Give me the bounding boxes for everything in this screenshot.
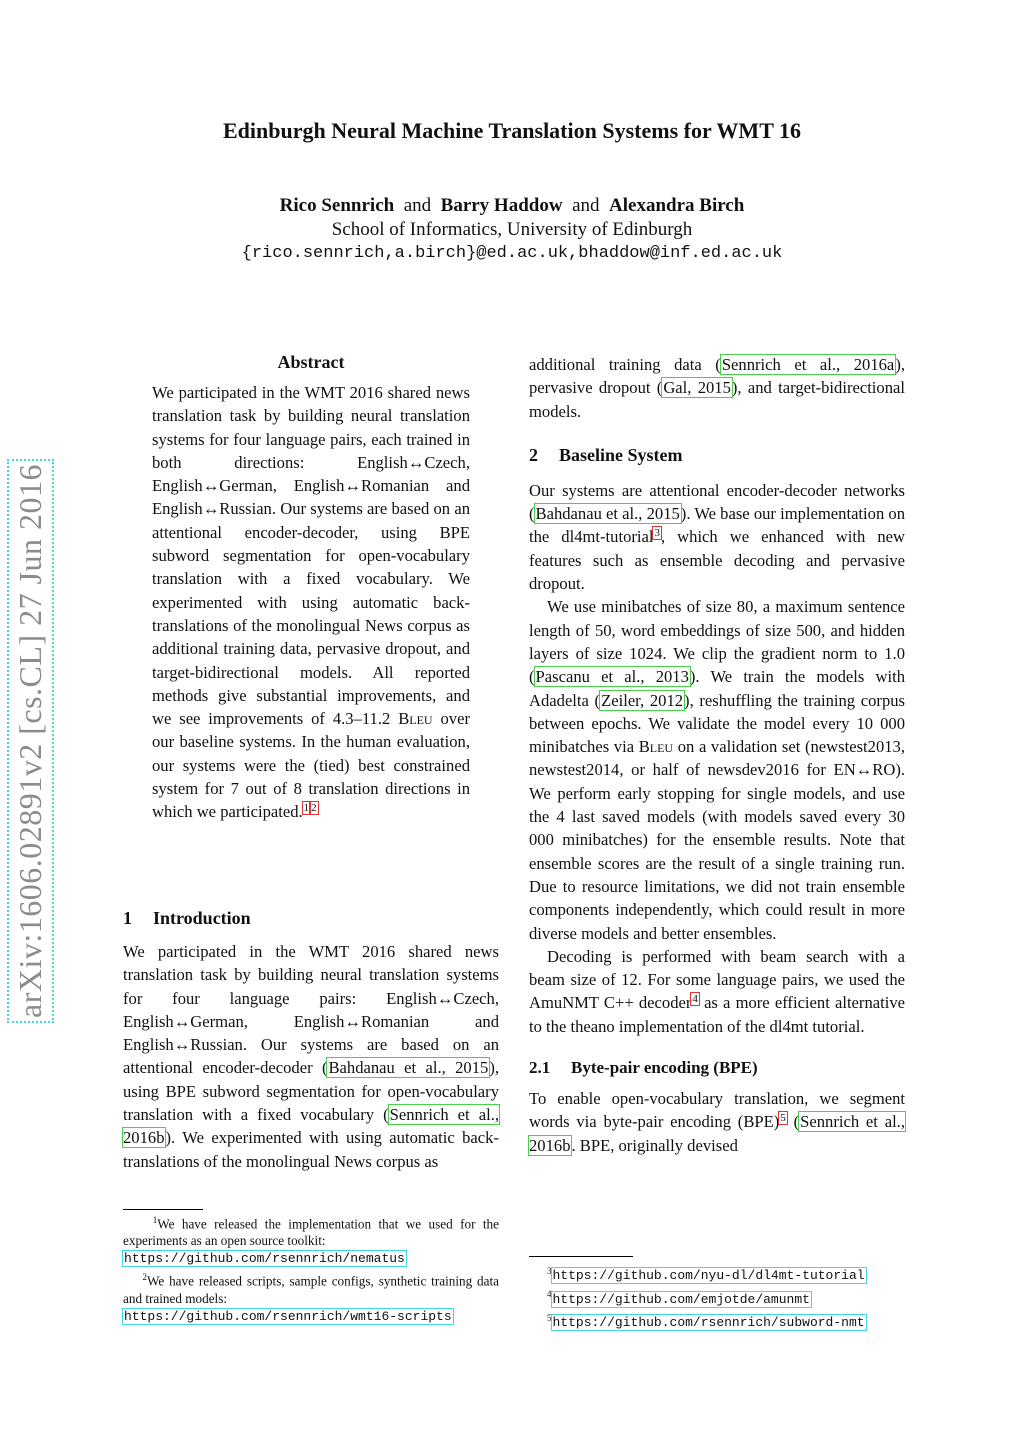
citation-link[interactable]: Bahdanau et al., 2015 (535, 504, 680, 524)
bleu-metric: Bleu (398, 709, 433, 729)
footnotes-right (547, 1262, 947, 1332)
footnote-url-link[interactable]: https://github.com/rsennrich/subword-nmt (552, 1315, 865, 1331)
subsection-number: 2.1 (529, 1058, 551, 1078)
body-text: . BPE, originally devised (571, 1135, 738, 1155)
section-number: 1 (123, 908, 132, 928)
body-text: ). We base our implementation on the dl4mt-tutorial (529, 504, 905, 547)
footnote (123, 1212, 499, 1267)
footnotes-left (123, 1212, 499, 1325)
author-name: Alexandra Birch (609, 195, 745, 216)
footnote-url-link[interactable]: https://github.com/rsennrich/nematus (124, 1251, 405, 1267)
footnote-text: We have released scripts, sample configs, synthetic training data and trained models: (123, 1273, 500, 1306)
footnote (547, 1285, 947, 1308)
body-text: ). We train the models with Adadelta ( (529, 667, 905, 710)
author-block (0, 194, 1024, 266)
intro-paragraph (123, 940, 499, 1173)
citation-link[interactable]: Zeiler, 2012 (601, 690, 684, 710)
subsection-title: Byte-pair encoding (BPE) (571, 1058, 758, 1078)
body-text: on a validation set (newstest2013, newstest2014, or half of newsdev2016 for EN↔RO). We perform early stopping for single models, and use the 4 last saved models (with models saved every 30 000 minibatches) for the ensemble results. Note that ensemble scores are the result of a single training run. Due to resource limitations, we did not train ensemble components independently, which could result in more diverse models and better ensembles. (529, 737, 905, 943)
paragraph (529, 479, 905, 595)
footnote-url-link[interactable]: https://github.com/rsennrich/wmt16-scripts (124, 1308, 452, 1324)
author-sep: and (403, 195, 432, 216)
section-introduction (123, 908, 499, 1173)
affiliation: School of Informatics, University of Edinburgh (331, 219, 693, 240)
footnote-ref[interactable]: 3 (654, 526, 660, 539)
body-text: Our systems are attentional encoder-decoder networks ( (529, 480, 905, 524)
citation-link[interactable]: Sennrich et al., 2016a (721, 355, 895, 374)
abstract-body: We participated in the WMT 2016 shared news translation task by building neural translation systems for four language pairs, each trained in both directions: English↔Czech, English↔German, English↔Romanian and English↔Russian. Our systems are based on an attentional encoder-decoder, using BPE subword segmentation for open-vocabulary translation with a fixed vocabulary. We experimented with using automatic back-translations of the monolingual News corpus as additional training data, pervasive dropout, and target-bidirectional models. All reported methods give substantial improvements, and we see improvements of 4.3–11.2 (152, 383, 470, 729)
abstract-continuation (529, 353, 905, 423)
footnote (547, 1262, 947, 1285)
section-title: Introduction (153, 908, 251, 928)
subsection-heading (529, 1058, 905, 1078)
abstract-body-end: over our baseline systems. In the human evaluation, our systems were the (tied) best constrained system for 7 out of 8 translation directions in which we participated. (152, 709, 470, 822)
bleu-metric: Bleu (638, 737, 674, 757)
author-names (0, 194, 1024, 218)
footnote-number: 2 (142, 1272, 147, 1283)
citation-link[interactable]: Bahdanau et al., 2015 (328, 1058, 489, 1078)
intro-text: ), using BPE subword segmentation for open-vocabulary translation with a fixed vocabulary ( (123, 1058, 500, 1125)
footnote-number: 3 (547, 1266, 552, 1276)
abstract-text (152, 381, 470, 824)
author-name: Rico Sennrich (279, 195, 395, 216)
footnote-text: We have released the implementation that we used for the experiments as an open source toolkit: (123, 1216, 499, 1249)
body-text: We use minibatches of size 80, a maximum sentence length of 50, word embeddings of size 500, and hidden layers of size 1024. We clip the gradient norm to 1.0 ( (529, 597, 905, 687)
footnote-ref[interactable]: 2 (311, 801, 317, 814)
footnote-rule (123, 1209, 203, 1210)
baseline-section (529, 479, 905, 1038)
intro-text: ). We experimented with using automatic back-translations of the monolingual News corpus as (123, 1128, 499, 1171)
intro-text: We participated in the WMT 2016 shared news translation task by building neural translation systems for four language pairs: English↔Czech, English↔German, English↔Romanian and English↔Russian. Our systems are based on an attentional encoder-decoder ( (123, 942, 499, 1078)
paragraph (529, 945, 905, 1038)
right-column (529, 353, 905, 1157)
author-emails: {rico.sennrich,a.birch}@ed.ac.uk,bhaddow@inf.ed.ac.uk (241, 244, 783, 263)
footnote-ref[interactable]: 1 (303, 801, 310, 814)
paper-title: Edinburgh Neural Machine Translation Systems for WMT 16 (223, 118, 801, 143)
body-text: To enable open-vocabulary translation, we segment words via byte-pair encoding (BPE) (529, 1089, 905, 1132)
section-heading (529, 445, 905, 466)
body-text: , which we enhanced with new features such as ensemble decoding and pervasive dropout. (529, 527, 905, 594)
footnote-rule (529, 1256, 633, 1257)
citation-link[interactable]: Gal, 2015 (663, 378, 731, 398)
footnote-ref[interactable]: 4 (692, 992, 698, 1005)
author-sep: and (572, 195, 600, 216)
body-text: ), and target-bidirectional models. (529, 378, 905, 421)
footnote (123, 1269, 499, 1324)
section-heading (123, 908, 499, 929)
author-name: Barry Haddow (440, 195, 563, 216)
body-text: ), pervasive dropout ( (529, 355, 905, 398)
paragraph (529, 595, 905, 944)
citation-link[interactable]: Sennrich et al., 2016b (123, 1105, 500, 1148)
footnote-url-link[interactable]: https://github.com/emjotde/amunmt (552, 1291, 810, 1307)
body-text: additional training data ( (529, 355, 721, 374)
abstract (152, 352, 470, 824)
citation-link[interactable]: Pascanu et al., 2013 (535, 667, 689, 687)
footnote (547, 1309, 947, 1332)
body-text: Decoding is performed with beam search with a beam size of 12. For some language pairs, we used the AmuNMT C++ decoder (529, 946, 905, 1013)
footnote-number: 5 (547, 1312, 552, 1323)
footnote-url-link[interactable]: https://github.com/nyu-dl/dl4mt-tutorial (552, 1268, 865, 1284)
body-text: ), reshuffling the training corpus between epochs. We validate the model every 10 000 minibatches via (529, 690, 905, 757)
citation-link[interactable]: Sennrich et al., 2016b (529, 1112, 905, 1155)
arxiv-stamp[interactable]: arXiv:1606.02891v2 [cs.CL] 27 Jun 2016 (12, 463, 48, 1018)
footnote-number: 4 (547, 1289, 552, 1300)
abstract-heading: Abstract (277, 352, 345, 372)
body-text: as a more efficient alternative to the theano implementation of the dl4mt tutorial. (529, 993, 905, 1036)
footnote-number: 1 (152, 1215, 158, 1225)
bpe-paragraph: To enable open-vocabulary translation, we segment words via byte-pair encoding (BPE)$^5$ (Sennrich et al., 2016b. BPE, originally devised (529, 1089, 905, 1155)
section-title: Baseline System (559, 444, 683, 465)
footnote-ref[interactable]: 5 (780, 1111, 786, 1124)
section-number: 2 (529, 444, 538, 465)
